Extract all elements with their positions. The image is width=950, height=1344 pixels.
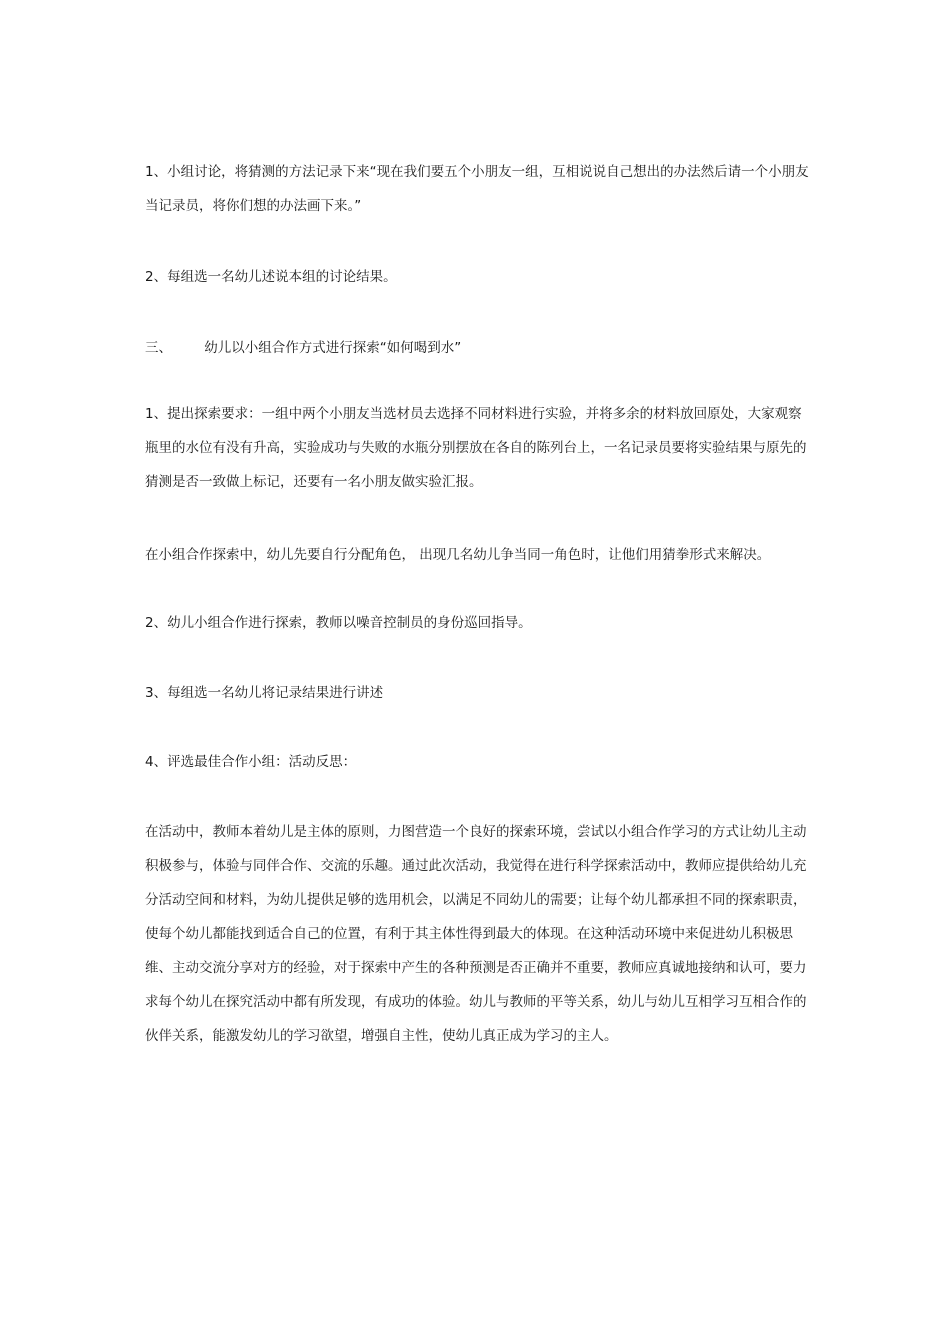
- paragraph-reflection: 在活动中，教师本着幼儿是主体的原则，力图营造一个良好的探索环境，尝试以小组合作学习的方式让幼儿主动积极参与，体验与同伴合作、交流的乐趣。通过此次活动，我觉得在进行科学探索活动中，教师应提供给幼儿充分活动空间和材料，为幼儿提供足够的选用机会，以满足不同幼儿的需要；让每个幼儿都承担不同的探索职责，使每个幼儿都能找到适合自己的位置，有利于其主体性得到最大的体现。在这种活动环境中来促进幼儿积极思维、主动交流分享对方的经验，对于探索中产生的各种预测是否正确并不重要，教师应真诚地接纳和认可，要力求每个幼儿在探究活动中都有所发现，有成功的体验。幼儿与教师的平等关系，幼儿与幼儿互相学习互相合作的伙伴关系，能激发幼儿的学习欲望，增强自主性，使幼儿真正成为学习的主人。: [145, 824, 807, 1044]
- paragraph-role-assignment: 在小组合作探索中，幼儿先要自行分配角色， 出现几名幼儿争当同一角色时，让他们用猜拳形式来解决。: [145, 547, 771, 563]
- paragraph-record-report: 3、每组选一名幼儿将记录结果进行讲述: [145, 685, 384, 701]
- section-title: 幼儿以小组合作方式进行探索“如何喝到水”: [204, 340, 462, 356]
- paragraph-group-report: 2、每组选一名幼儿述说本组的讨论结果。: [145, 269, 397, 285]
- paragraph-best-group: 4、评选最佳合作小组：活动反思：: [145, 754, 357, 770]
- section-number: 三、: [145, 340, 172, 356]
- paragraph-exploration-requirements: 1、提出探索要求：一组中两个小朋友当选材员去选择不同材料进行实验，并将多余的材料放回原处，大家观察瓶里的水位有没有升高，实验成功与失败的水瓶分别摆放在各自的陈列台上，一名记录员要将实验结果与原先的猜测是否一致做上标记，还要有一名小朋友做实验汇报。: [145, 406, 807, 490]
- paragraph-group-discussion: 1、小组讨论，将猜测的方法记录下来“现在我们要五个小朋友一组，互相说说自己想出的办法然后请一个小朋友当记录员，将你们想的办法画下来。”: [145, 164, 809, 214]
- paragraph-group-exploration: 2、幼儿小组合作进行探索，教师以噪音控制员的身份巡回指导。: [145, 615, 532, 631]
- section-heading-3: [145, 338, 461, 358]
